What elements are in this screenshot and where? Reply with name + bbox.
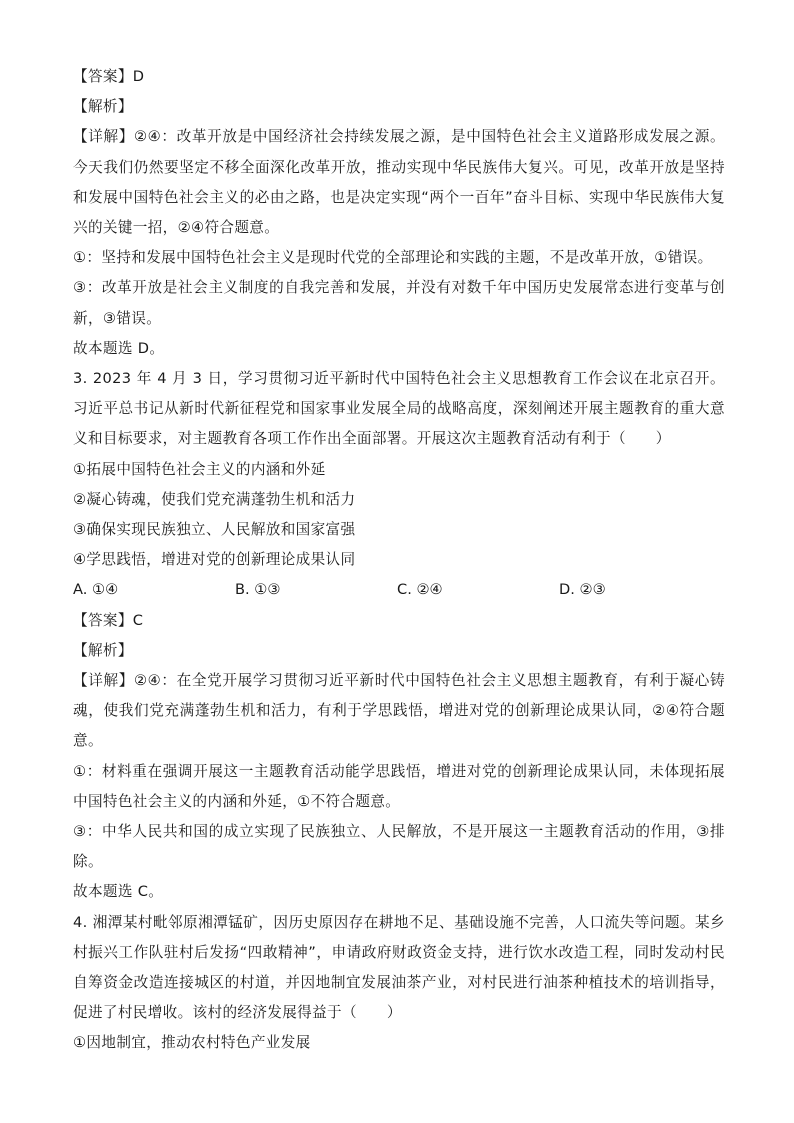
q3-item-4: ④学思践悟，增进对党的创新理论成果认同 [73, 551, 356, 569]
q3-item-2: ②凝心铸魂，使我们党充满蓬勃生机和活力 [73, 490, 356, 508]
q2-wrong-1: ①：坚持和发展中国特色社会主义是现时代党的全部理论和实践的主题，不是改革开放，①错误。 [73, 249, 713, 267]
q3-analysis-heading: 【解析】 [73, 641, 133, 659]
q2-wrong-3: ③：改革开放是社会主义制度的自我完善和发展，并没有对数千年中国历史发展常态进行变革与创新，③错误。 [73, 279, 725, 327]
q3-wrong-3: ③：中华人民共和国的成立实现了民族独立、人民解放，不是开展这一主题教育活动的作用，③排除。 [73, 822, 725, 871]
q3-conclusion: 故本题选 C。 [73, 883, 164, 901]
q2-analysis-heading: 【解析】 [73, 98, 133, 116]
q3-detail: 【详解】②④：在全党开展学习贯彻习近平新时代中国特色社会主义思想主题教育，有利于凝心铸魂，使我们党充满蓬勃生机和活力，有利于学思践悟，增进对党的创新理论成果认同，②④符合题意。 [73, 671, 725, 750]
q3-option-c: C. ②④ [397, 581, 443, 599]
q3-option-d: D. ②③ [559, 581, 606, 599]
q2-answer: 【答案】D [73, 68, 145, 85]
q2-conclusion: 故本题选 D。 [73, 339, 165, 357]
q4-stem: 4. 湘潭某村毗邻原湘潭锰矿，因历史原因存在耕地不足、基础设施不完善，人口流失等问题。某乡村振兴工作队驻村后发扬“四敢精神”，申请政府财政资金支持，进行饮水改造工程，同时发动村民自筹资金改造连接城区的村道，并因地制宜发展油茶产业，对村民进行油茶种植技术的培训指导，促进了村民增收。该村的经济发展得益于（ ） [73, 913, 725, 1022]
q3-options [73, 575, 725, 605]
q3-option-a: A. ①④ [73, 581, 119, 599]
q2-detail: 【详解】②④：改革开放是中国经济社会持续发展之源，是中国特色社会主义道路形成发展之源。今天我们仍然要坚定不移全面深化改革开放，推动实现中华民族伟大复兴。可见，改革开放是坚持和发展中国特色社会主义的必由之路，也是决定实现“两个一百年”奋斗目标、实现中华民族伟大复兴的关键一招，②④符合题意。 [73, 128, 725, 236]
q3-item-1: ①拓展中国特色社会主义的内涵和外延 [73, 460, 326, 478]
q3-wrong-1: ①：材料重在强调开展这一主题教育活动能学思践悟，增进对党的创新理论成果认同，未体现拓展中国特色社会主义的内涵和外延，①不符合题意。 [73, 762, 725, 810]
q3-stem: 3. 2023 年 4 月 3 日，学习贯彻习近平新时代中国特色社会主义思想教育工作会议在北京召开。习近平总书记从新时代新征程党和国家事业发展全局的战略高度，深刻阐述开展主题教育的重大意义和目标要求，对主题教育各项工作作出全面部署。开展这次主题教育活动有利于（ ） [73, 369, 725, 448]
document-page [73, 62, 725, 1059]
q3-answer: 【答案】C [73, 611, 144, 629]
q3-option-b: B. ①③ [235, 581, 281, 599]
q4-item-1: ①因地制宜，推动农村特色产业发展 [73, 1034, 311, 1052]
q3-item-3: ③确保实现民族独立、人民解放和国家富强 [73, 520, 356, 538]
